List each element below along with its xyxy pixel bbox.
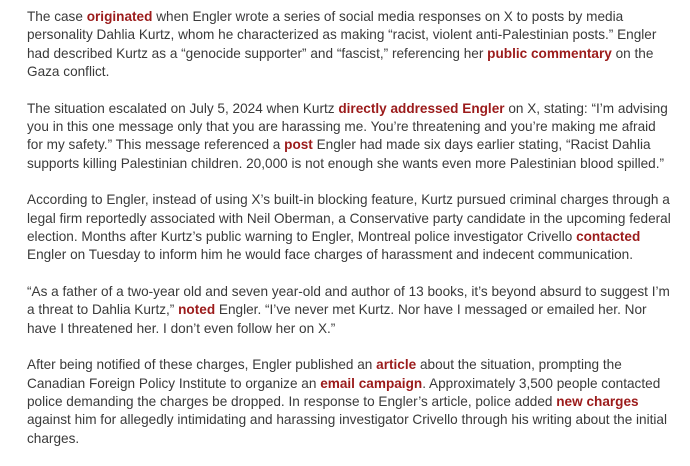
link-contacted[interactable]: contacted: [576, 228, 641, 244]
paragraph-case-origin: [27, 8, 675, 81]
article-body: [27, 8, 675, 466]
link-new-charges[interactable]: new charges: [556, 394, 639, 410]
text-span: After being notified of these charges, Engler published an: [27, 357, 377, 373]
text-span: about the situation, prompting the Canadian Foreign Policy Institute to organize an: [27, 357, 622, 391]
text-span: According to Engler, instead of using X’s built-in blocking feature, Kurtz pursued criminal charges through a legal firm reportedly associated with Neil Oberman, a Conservative party candidate in the upcoming federal election. Months after Kurtz’s public warning to Engler, Montreal police investigator Crivello: [27, 192, 671, 244]
paragraph-campaign: [27, 356, 675, 447]
link-email-campaign[interactable]: email campaign: [320, 375, 423, 391]
text-span: on X, stating: “I’m advising you in this one message only that you are harassing me. You’re threatening and you’re making me afraid for my safety.” This message referenced a: [27, 100, 668, 153]
link-originated[interactable]: originated: [86, 9, 153, 24]
text-span: The case: [27, 9, 87, 24]
text-span: Engler. “I’ve never met Kurtz. Nor have I messaged or emailed her. Nor have I threatened her. I don’t even follow her on X.”: [27, 302, 647, 336]
text-span: . Approximately 3,500 people contacted police demanding the charges be dropped. In response to Engler’s article, police added: [27, 375, 661, 410]
paragraph-escalation: [27, 100, 675, 173]
link-article[interactable]: article: [376, 357, 417, 373]
paragraph-engler-quote: [27, 283, 675, 338]
link-post[interactable]: post: [284, 137, 313, 153]
text-span: “As a father of a two-year old and seven year-old and author of 13 books, it’s beyond absurd to suggest I’m a threat to Dahlia Kurtz,”: [27, 284, 670, 318]
text-span: Engler on Tuesday to inform him he would face charges of harassment and indecent communication.: [27, 247, 634, 263]
text-span: when Engler wrote a series of social media responses on X to posts by media personality Dahlia Kurtz, whom he characterized as making “racist, violent anti-Palestinian posts.” Engler had described Kurtz as a “genocide supporter” and “fascist,” referencing her: [27, 9, 657, 61]
text-span: The situation escalated on July 5, 2024 when Kurtz: [27, 100, 339, 116]
text-span: on the Gaza conflict.: [27, 45, 654, 79]
text-span: against him for allegedly intimidating and harassing investigator Crivello through his writing about the initial charges.: [27, 412, 668, 446]
text-span: Engler had made six days earlier stating, “Racist Dahlia supports killing Palestinian children. 20,000 is not enough she wants even more Palestinian blood spilled.”: [27, 137, 665, 171]
link-noted[interactable]: noted: [178, 302, 216, 318]
link-directly-addressed-engler[interactable]: directly addressed Engler: [338, 100, 505, 116]
paragraph-criminal-charges: [27, 191, 675, 264]
link-public-commentary[interactable]: public commentary: [487, 45, 612, 61]
